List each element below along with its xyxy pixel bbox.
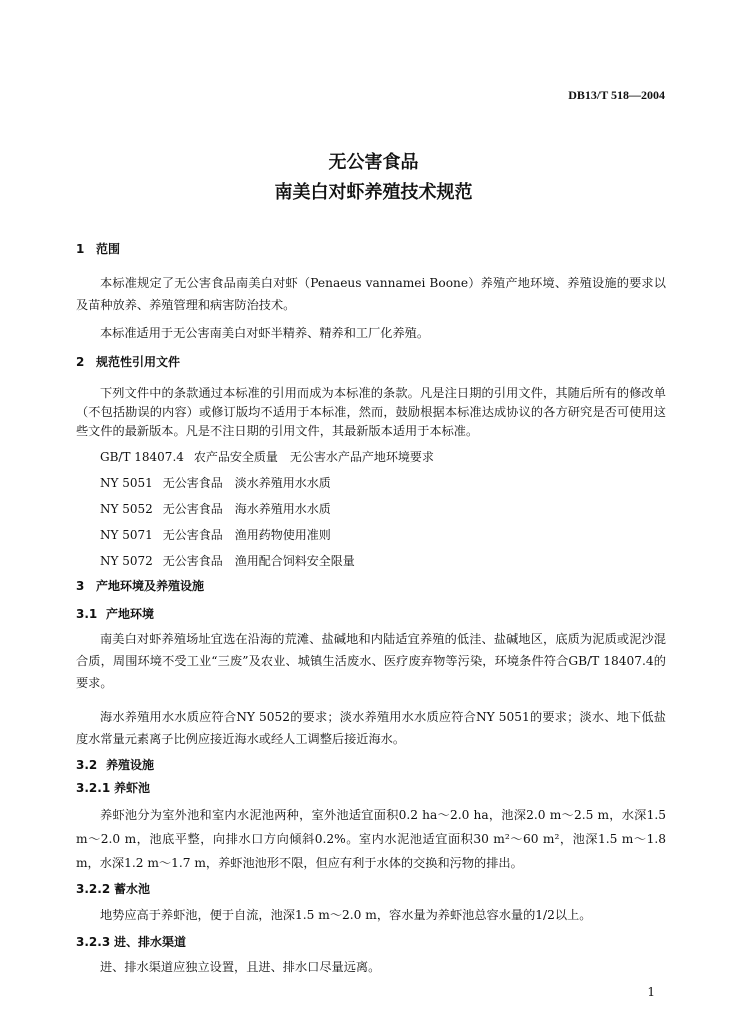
reference-item bbox=[100, 526, 341, 543]
section-3-1-paragraph-1: 南美白对虾养殖场址宜选在沿海的荒滩、盐碱地和内陆适宜养殖的低洼、盐碱地区，底质为泥质或泥沙混合质，周围环境不受工业“三废”及农业、城镇生活废水、医疗废弃物等污染，环境条件符合GB/T 18407.4的要求。 bbox=[76, 632, 666, 690]
reference-code: GB/T 18407.4 bbox=[100, 450, 184, 464]
reference-code: NY 5071 bbox=[100, 528, 153, 542]
section-1-heading bbox=[76, 240, 120, 257]
section-2-heading bbox=[76, 353, 180, 370]
reference-title: 无公害食品 渔用药物使用准则 bbox=[162, 528, 331, 542]
reference-item bbox=[100, 500, 341, 517]
section-title: 养虾池 bbox=[114, 781, 151, 795]
section-3-2-3-paragraph-1: 进、排水渠道应独立设置，且进、排水口尽量远离。 bbox=[100, 960, 381, 974]
reference-code: NY 5051 bbox=[100, 476, 153, 490]
section-number: 3.2.2 bbox=[76, 882, 111, 896]
reference-title: 农产品安全质量 无公害水产品产地环境要求 bbox=[193, 450, 434, 464]
document-title-line1: 无公害食品 bbox=[328, 152, 419, 173]
section-3-heading bbox=[76, 577, 204, 594]
section-title: 蓄水池 bbox=[114, 882, 151, 896]
section-title: 范围 bbox=[96, 242, 121, 256]
section-3-2-2-heading bbox=[76, 880, 150, 897]
section-number: 1 bbox=[76, 242, 85, 256]
section-3-2-2-paragraph-1: 地势应高于养虾池，便于自流，池深1.5 m～2.0 m，容水量为养虾池总容水量的1/2以上。 bbox=[100, 908, 592, 922]
section-3-1-heading bbox=[76, 605, 154, 622]
reference-title: 无公害食品 渔用配合饲料安全限量 bbox=[162, 554, 355, 568]
reference-code: NY 5072 bbox=[100, 554, 153, 568]
reference-item bbox=[100, 474, 341, 491]
section-2-paragraph-1: 下列文件中的条款通过本标准的引用而成为本标准的条款。凡是注日期的引用文件，其随后所有的修改单（不包括勘误的内容）或修订版均不适用于本标准，然而，鼓励根据本标准达成协议的各方研究是否可使用这些文件的最新版本。凡是不注日期的引用文件，其最新版本适用于本标准。 bbox=[76, 386, 666, 438]
section-3-2-1-paragraph-1: 养虾池分为室外池和室内水泥池两种，室外池适宜面积0.2 ha～2.0 ha，池深2.0 m～2.5 m，水深1.5 m～2.0 m，池底平整，向排水口方向倾斜0.2%。室内水泥池适宜面积30 m²～60 m²，池深1.5 m～1.8 m，水深1.2 m～1.7 m，养虾池池形不限，但应有利于水体的交换和污物的排出。 bbox=[76, 808, 666, 870]
reference-item bbox=[100, 448, 444, 465]
section-3-2-heading bbox=[76, 756, 154, 773]
reference-title: 无公害食品 海水养殖用水水质 bbox=[162, 502, 331, 516]
section-title: 规范性引用文件 bbox=[96, 355, 181, 369]
section-number: 2 bbox=[76, 355, 85, 369]
section-3-2-1-heading bbox=[76, 779, 150, 796]
section-3-1-paragraph-2: 海水养殖用水水质应符合NY 5052的要求；淡水养殖用水水质应符合NY 5051的要求；淡水、地下低盐度水常量元素离子比例应接近海水或经人工调整后接近海水。 bbox=[76, 710, 666, 746]
section-1-paragraph-2: 本标准适用于无公害南美白对虾半精养、精养和工厂化养殖。 bbox=[100, 326, 430, 340]
section-number: 3.2.3 bbox=[76, 935, 111, 949]
section-1-paragraph-1: 本标准规定了无公害食品南美白对虾（Penaeus vannamei Boone）养殖产地环境、养殖设施的要求以及苗种放养、养殖管理和病害防治技术。 bbox=[76, 276, 666, 312]
section-title: 养殖设施 bbox=[106, 758, 155, 772]
section-3-2-3-heading bbox=[76, 933, 186, 950]
document-title-line2: 南美白对虾养殖技术规范 bbox=[274, 182, 473, 203]
page-number: 1 bbox=[647, 985, 655, 999]
reference-item bbox=[100, 552, 365, 569]
section-title: 进、排水渠道 bbox=[114, 935, 187, 949]
section-title: 产地环境及养殖设施 bbox=[96, 579, 205, 593]
section-number: 3 bbox=[76, 579, 85, 593]
reference-title: 无公害食品 淡水养殖用水水质 bbox=[162, 476, 331, 490]
section-title: 产地环境 bbox=[106, 607, 155, 621]
section-number: 3.2 bbox=[76, 758, 98, 772]
section-number: 3.1 bbox=[76, 607, 98, 621]
reference-code: NY 5052 bbox=[100, 502, 153, 516]
standard-code: DB13/T 518—2004 bbox=[568, 88, 665, 102]
section-number: 3.2.1 bbox=[76, 781, 111, 795]
